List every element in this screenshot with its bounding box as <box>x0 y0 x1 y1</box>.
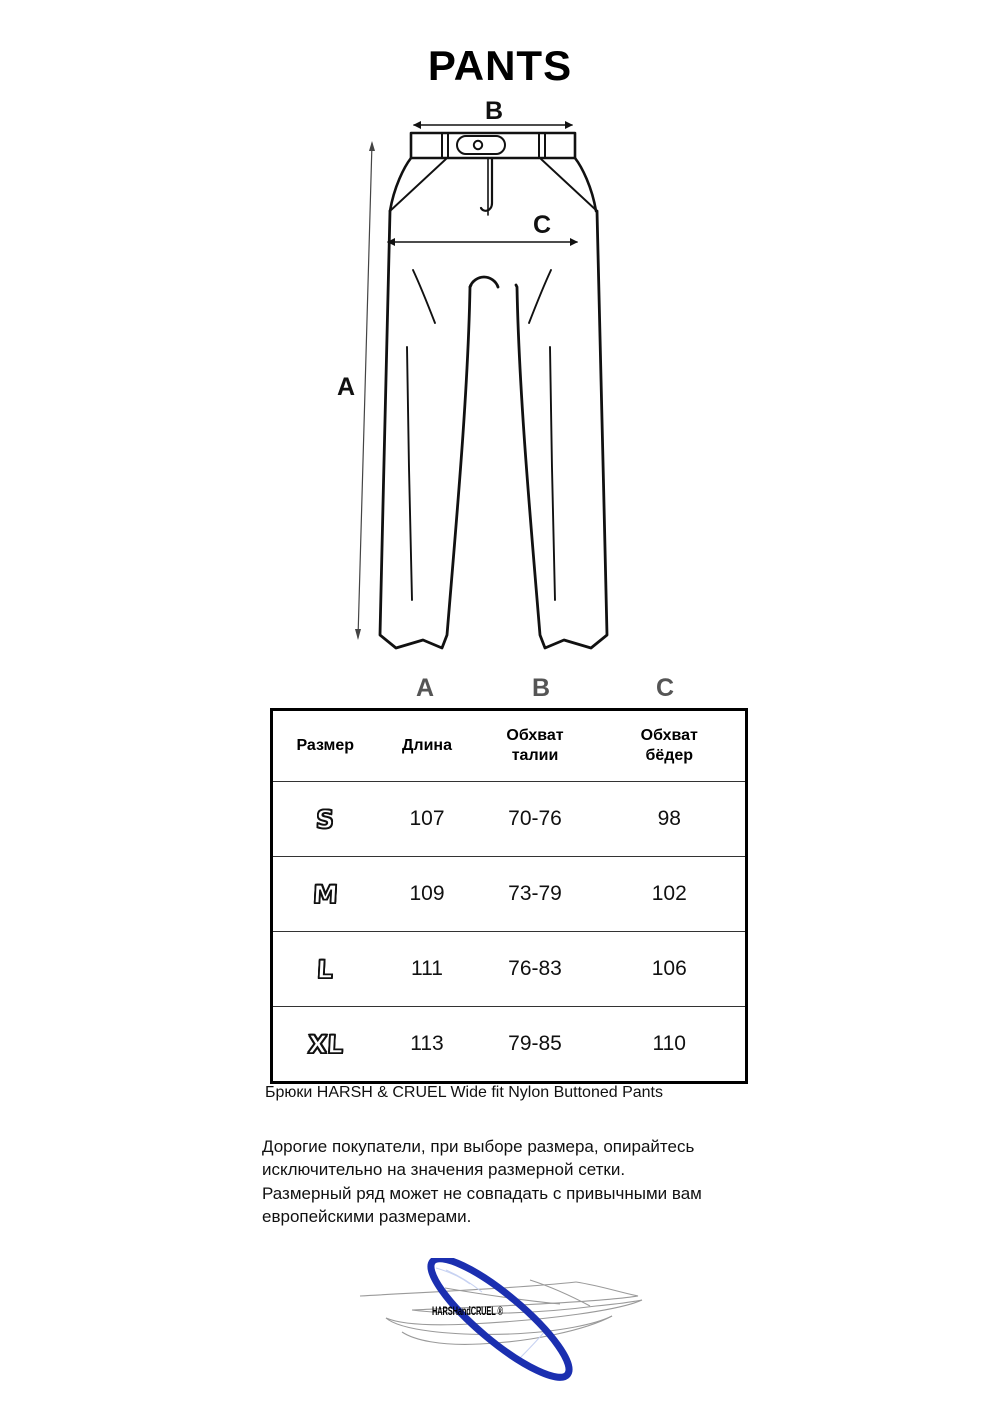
column-header-hips-line1: Обхват <box>640 727 698 744</box>
column-header-waist-line2: талии <box>511 747 559 764</box>
sizing-notice <box>262 1135 732 1229</box>
pants-drawing-svg <box>320 95 680 665</box>
cell-length: 107 <box>378 782 477 857</box>
size-badge: XL <box>306 1029 344 1059</box>
sizing-notice-line-3: Размерный ряд может не совпадать с привычными вам <box>262 1183 702 1203</box>
column-header-size-label: Размер <box>296 737 355 754</box>
cell-waist: 70-76 <box>477 782 594 857</box>
cell-length: 109 <box>378 857 477 932</box>
cell-size <box>272 932 378 1007</box>
table-row <box>272 857 747 932</box>
cell-length: 113 <box>410 1032 444 1055</box>
product-caption: Брюки HARSH & CRUEL Wide fit Nylon Buttoned Pants <box>265 1084 663 1101</box>
cell-length: 111 <box>378 932 477 1007</box>
column-header-waist-line1: Обхват <box>506 727 564 744</box>
dimension-label-a: A <box>336 373 356 401</box>
cell-waist: 79-85 <box>508 1032 562 1055</box>
sizing-notice-line-2: исключительно на значения размерной сетки. <box>262 1160 626 1180</box>
column-header-length-label: Длина <box>402 737 452 754</box>
size-table <box>270 708 748 1084</box>
cell-hips: 98 <box>594 782 747 857</box>
dimension-arrow-c <box>387 238 578 246</box>
brand-logo-svg <box>350 1258 650 1398</box>
size-badge: S <box>315 804 336 834</box>
cell-hips: 106 <box>594 932 747 1007</box>
brand-wordmark: HARSHandCRUEL ® <box>432 1304 503 1318</box>
size-chart <box>270 708 745 1084</box>
cell-waist: 76-83 <box>477 932 594 1007</box>
cell-hips: 102 <box>594 857 747 932</box>
column-dimension-letter-b: B <box>531 674 551 702</box>
cell-hips: 110 <box>652 1032 686 1055</box>
cell-waist: 73-79 <box>477 857 594 932</box>
sizing-notice-line-4: европейскими размерами. <box>262 1207 472 1227</box>
cell-size <box>272 857 378 932</box>
sizing-notice-line-1: Дорогие покупатели, при выборе размера, опирайтесь <box>262 1137 695 1156</box>
column-dimension-letter-c: C <box>655 674 675 702</box>
column-header-hips <box>594 710 747 782</box>
size-badge: L <box>316 954 334 984</box>
dimension-label-b: B <box>484 97 504 125</box>
dimension-label-c: C <box>532 211 552 239</box>
column-header-waist <box>477 710 594 782</box>
table-row <box>272 782 747 857</box>
dimension-arrow-a <box>355 141 375 640</box>
cell-size <box>272 782 378 857</box>
table-row <box>272 1007 747 1083</box>
column-header-hips-line2: бёдер <box>645 747 694 764</box>
page-title: PANTS <box>427 42 573 89</box>
table-row <box>272 932 747 1007</box>
pants-technical-drawing <box>320 95 680 665</box>
column-dimension-letter-a: A <box>415 674 435 702</box>
cell-size <box>272 1007 378 1083</box>
column-header-size <box>272 710 378 782</box>
column-header-length <box>378 710 477 782</box>
size-badge: M <box>312 879 339 909</box>
brand-logo <box>350 1258 650 1398</box>
table-header-row <box>272 710 747 782</box>
